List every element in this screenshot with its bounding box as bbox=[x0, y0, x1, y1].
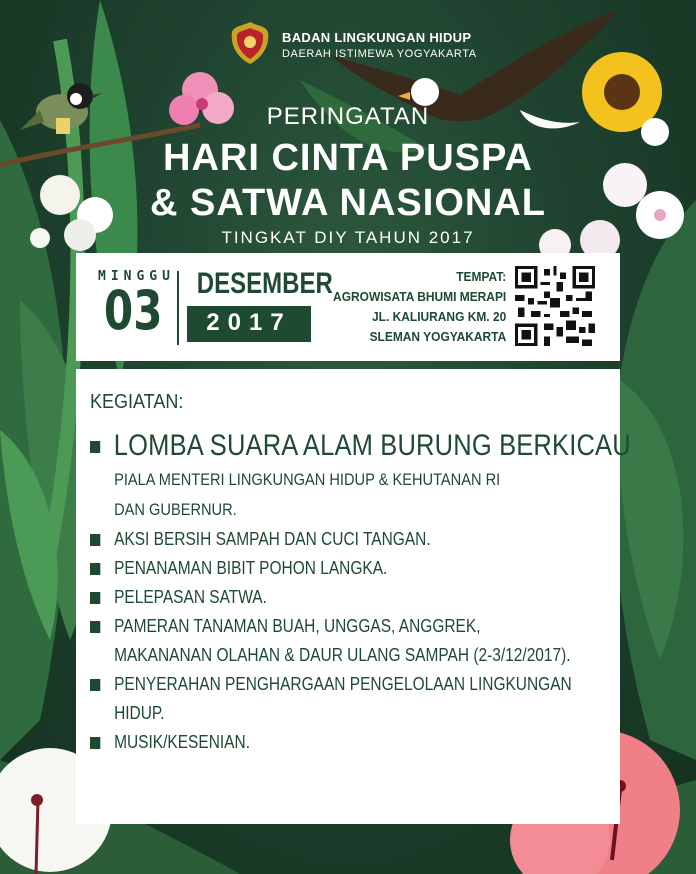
activity-main-text: LOMBA SUARA ALAM BURUNG BERKICAU bbox=[113, 429, 631, 462]
activity-text: PENYERAHAN PENGHARGAAN PENGELOLAAN LINGKUNGAN bbox=[114, 674, 572, 694]
square-bullet-icon bbox=[90, 679, 100, 691]
org-name: BADAN LINGKUNGAN HIDUP bbox=[282, 30, 472, 45]
list-item bbox=[90, 525, 546, 554]
date-venue-panel bbox=[76, 253, 620, 361]
activity-main bbox=[90, 429, 631, 463]
square-bullet-icon bbox=[90, 441, 100, 453]
event-title-line1: HARI CINTA PUSPA bbox=[163, 137, 533, 179]
square-bullet-icon bbox=[90, 737, 100, 749]
activity-main-detail bbox=[90, 465, 546, 525]
square-bullet-icon bbox=[90, 592, 100, 604]
activity-text: PELEPASAN SATWA. bbox=[114, 587, 267, 607]
crest-logo-icon bbox=[228, 20, 272, 66]
list-item bbox=[90, 612, 571, 670]
activity-text: AKSI BERSIH SAMPAH DAN CUCI TANGAN. bbox=[114, 529, 431, 549]
activity-text: MUSIK/KESENIAN. bbox=[114, 732, 251, 752]
venue-block bbox=[318, 267, 506, 347]
activity-text: PAMERAN TANAMAN BUAH, UNGGAS, ANGGREK, bbox=[114, 616, 481, 636]
activity-text: MAKANANAN OLAHAN & DAUR ULANG SAMPAH (2-3/12/2017). bbox=[114, 645, 571, 665]
org-region: DAERAH ISTIMEWA YOGYAKARTA bbox=[282, 48, 477, 60]
activities-heading: KEGIATAN: bbox=[90, 391, 184, 413]
activities-list bbox=[90, 429, 631, 757]
weekday-label: MINGGU bbox=[98, 269, 175, 284]
list-item bbox=[90, 728, 546, 757]
venue-line1: AGROWISATA BHUMI MERAPI bbox=[332, 289, 506, 304]
list-item bbox=[90, 670, 572, 728]
activities-panel bbox=[76, 369, 631, 824]
month-label: DESEMBER bbox=[196, 267, 333, 300]
list-item bbox=[90, 583, 546, 612]
square-bullet-icon bbox=[90, 621, 100, 633]
event-subtitle: TINGKAT DIY TAHUN 2017 bbox=[221, 228, 475, 247]
activity-main-detail-line1: PIALA MENTERI LINGKUNGAN HIDUP & KEHUTANAN RI bbox=[114, 470, 501, 489]
activity-text: PENANAMAN BIBIT POHON LANGKA. bbox=[114, 558, 388, 578]
activity-text: HIDUP. bbox=[114, 703, 165, 723]
title-prefix: PERINGATAN bbox=[266, 103, 430, 130]
activity-main-detail-line2: DAN GUBERNUR. bbox=[114, 500, 237, 519]
organization-header bbox=[228, 20, 528, 66]
day-number: 03 bbox=[103, 279, 163, 342]
venue-line3: SLEMAN YOGYAKARTA bbox=[369, 329, 506, 344]
list-item bbox=[90, 554, 546, 583]
year-label: 2017 bbox=[206, 309, 292, 336]
date-divider bbox=[177, 271, 179, 345]
venue-label: TEMPAT: bbox=[455, 269, 506, 284]
square-bullet-icon bbox=[90, 534, 100, 546]
year-badge bbox=[187, 306, 311, 342]
square-bullet-icon bbox=[90, 563, 100, 575]
qr-code-icon[interactable] bbox=[515, 266, 595, 346]
event-title-line2: & SATWA NASIONAL bbox=[150, 182, 546, 224]
venue-line2: JL. KALIURANG KM. 20 bbox=[371, 309, 506, 324]
